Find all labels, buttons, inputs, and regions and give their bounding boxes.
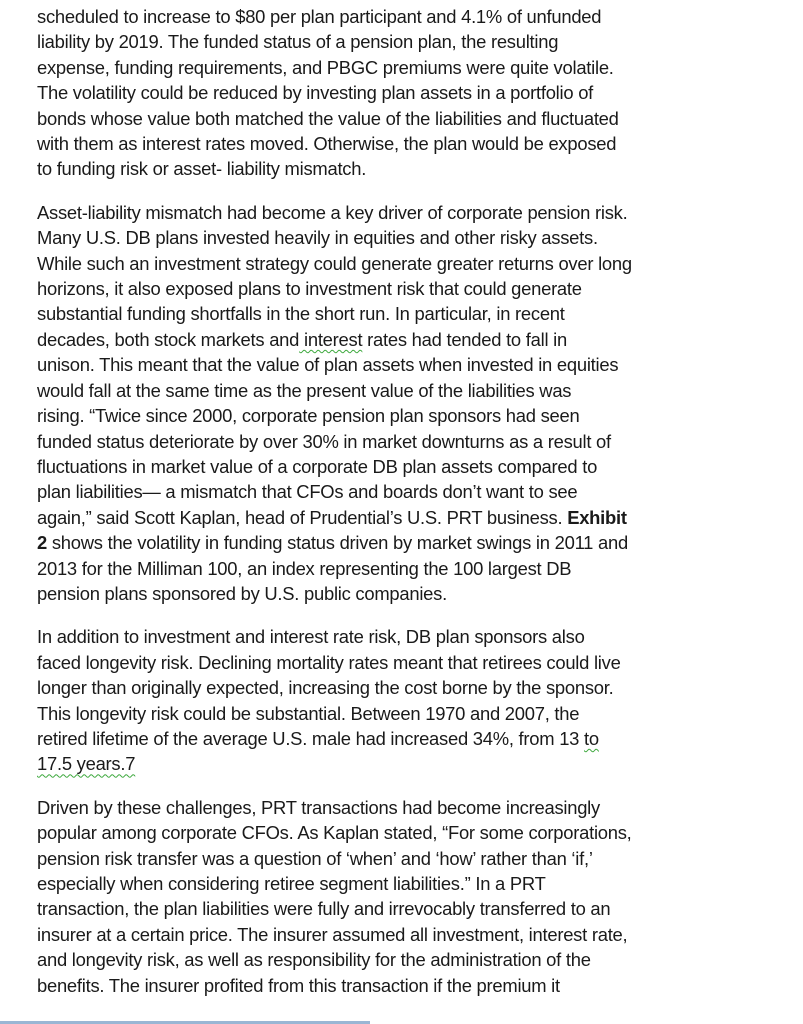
text-line: funded status deteriorate by over 30% in market downturns as a result of	[37, 430, 611, 452]
paragraph-4	[37, 795, 789, 998]
text-line: especially when considering retiree segment liabilities.” In a PRT	[37, 873, 546, 894]
text-line: Asset-liability mismatch had become a key driver of corporate pension risk.	[37, 201, 628, 223]
paragraph-3	[37, 624, 789, 776]
text-line: 2013 for the Milliman 100, an index representing the 100 largest DB	[37, 557, 572, 579]
text-line: to funding risk or asset- liability mismatch.	[37, 158, 367, 180]
text-line: transaction, the plan liabilities were fully and irrevocably transferred to an	[37, 898, 611, 920]
text-line: unison. This meant that the value of plan assets when invested in equities	[37, 354, 619, 376]
text-line: popular among corporate CFOs. As Kaplan stated, “For some corporations,	[37, 822, 632, 844]
text-line: substantial funding shortfalls in the short run. In particular, in recent	[37, 303, 565, 325]
text-line: benefits. The insurer profited from this transaction if the premium it	[37, 974, 560, 996]
text-line: The volatility could be reduced by investing plan assets in a portfolio of	[37, 82, 594, 104]
exhibit-reference: 2	[37, 532, 47, 554]
grammar-flagged-word[interactable]: 17.5 years.7	[37, 753, 136, 775]
text-line: bonds whose value both matched the value of the liabilities and fluctuated	[37, 107, 619, 129]
document-page	[37, 4, 789, 1016]
text-line	[37, 726, 789, 751]
text-line: liability by 2019. The funded status of a pension plan, the resulting	[37, 31, 559, 53]
text-run: rates had tended to fall in	[362, 328, 567, 350]
text-run: again,” said Scott Kaplan, head of Prudential’s U.S. PRT business.	[37, 506, 568, 528]
paragraph-1	[37, 4, 789, 182]
text-line: with them as interest rates moved. Otherwise, the plan would be exposed	[37, 133, 617, 155]
paragraph-2	[37, 200, 789, 607]
text-line: and longevity risk, as well as responsibility for the administration of the	[37, 949, 591, 971]
text-line: expense, funding requirements, and PBGC premiums were quite volatile.	[37, 56, 614, 78]
text-line	[37, 751, 789, 776]
text-line: scheduled to increase to $80 per plan participant and 4.1% of unfunded	[37, 6, 602, 27]
text-line	[37, 505, 789, 530]
text-line: Many U.S. DB plans invested heavily in equities and other risky assets.	[37, 227, 598, 249]
text-line: This longevity risk could be substantial. Between 1970 and 2007, the	[37, 702, 580, 724]
text-line	[37, 530, 789, 555]
text-line: plan liabilities— a mismatch that CFOs and boards don’t want to see	[37, 481, 578, 503]
text-line: pension plans sponsored by U.S. public companies.	[37, 582, 447, 604]
text-line: insurer at a certain price. The insurer assumed all investment, interest rate,	[37, 923, 628, 945]
text-line: pension risk transfer was a question of ‘when’ and ‘how’ rather than ‘if,’	[37, 847, 593, 869]
text-line: Driven by these challenges, PRT transactions had become increasingly	[37, 796, 600, 818]
text-line: fluctuations in market value of a corporate DB plan assets compared to	[37, 455, 598, 477]
text-line: horizons, it also exposed plans to investment risk that could generate	[37, 278, 582, 300]
text-run: decades, both stock markets and	[37, 328, 300, 350]
text-line: faced longevity risk. Declining mortality rates meant that retirees could live	[37, 651, 621, 673]
text-line: In addition to investment and interest rate risk, DB plan sponsors also	[37, 626, 585, 648]
text-run: shows the volatility in funding status driven by market swings in 2011 and	[46, 532, 628, 554]
text-run: retired lifetime of the average U.S. male had increased 34%, from 13	[37, 727, 585, 749]
text-line: rising. “Twice since 2000, corporate pension plan sponsors had seen	[37, 405, 580, 427]
text-line: longer than originally expected, increasing the cost borne by the sponsor.	[37, 677, 614, 699]
grammar-flagged-word[interactable]: to	[584, 727, 599, 749]
text-line	[37, 327, 789, 352]
text-line: While such an investment strategy could generate greater returns over long	[37, 252, 632, 274]
text-line: would fall at the same time as the present value of the liabilities was	[37, 379, 572, 401]
grammar-flagged-word[interactable]: interest	[299, 328, 363, 350]
exhibit-reference: Exhibit	[567, 506, 627, 528]
